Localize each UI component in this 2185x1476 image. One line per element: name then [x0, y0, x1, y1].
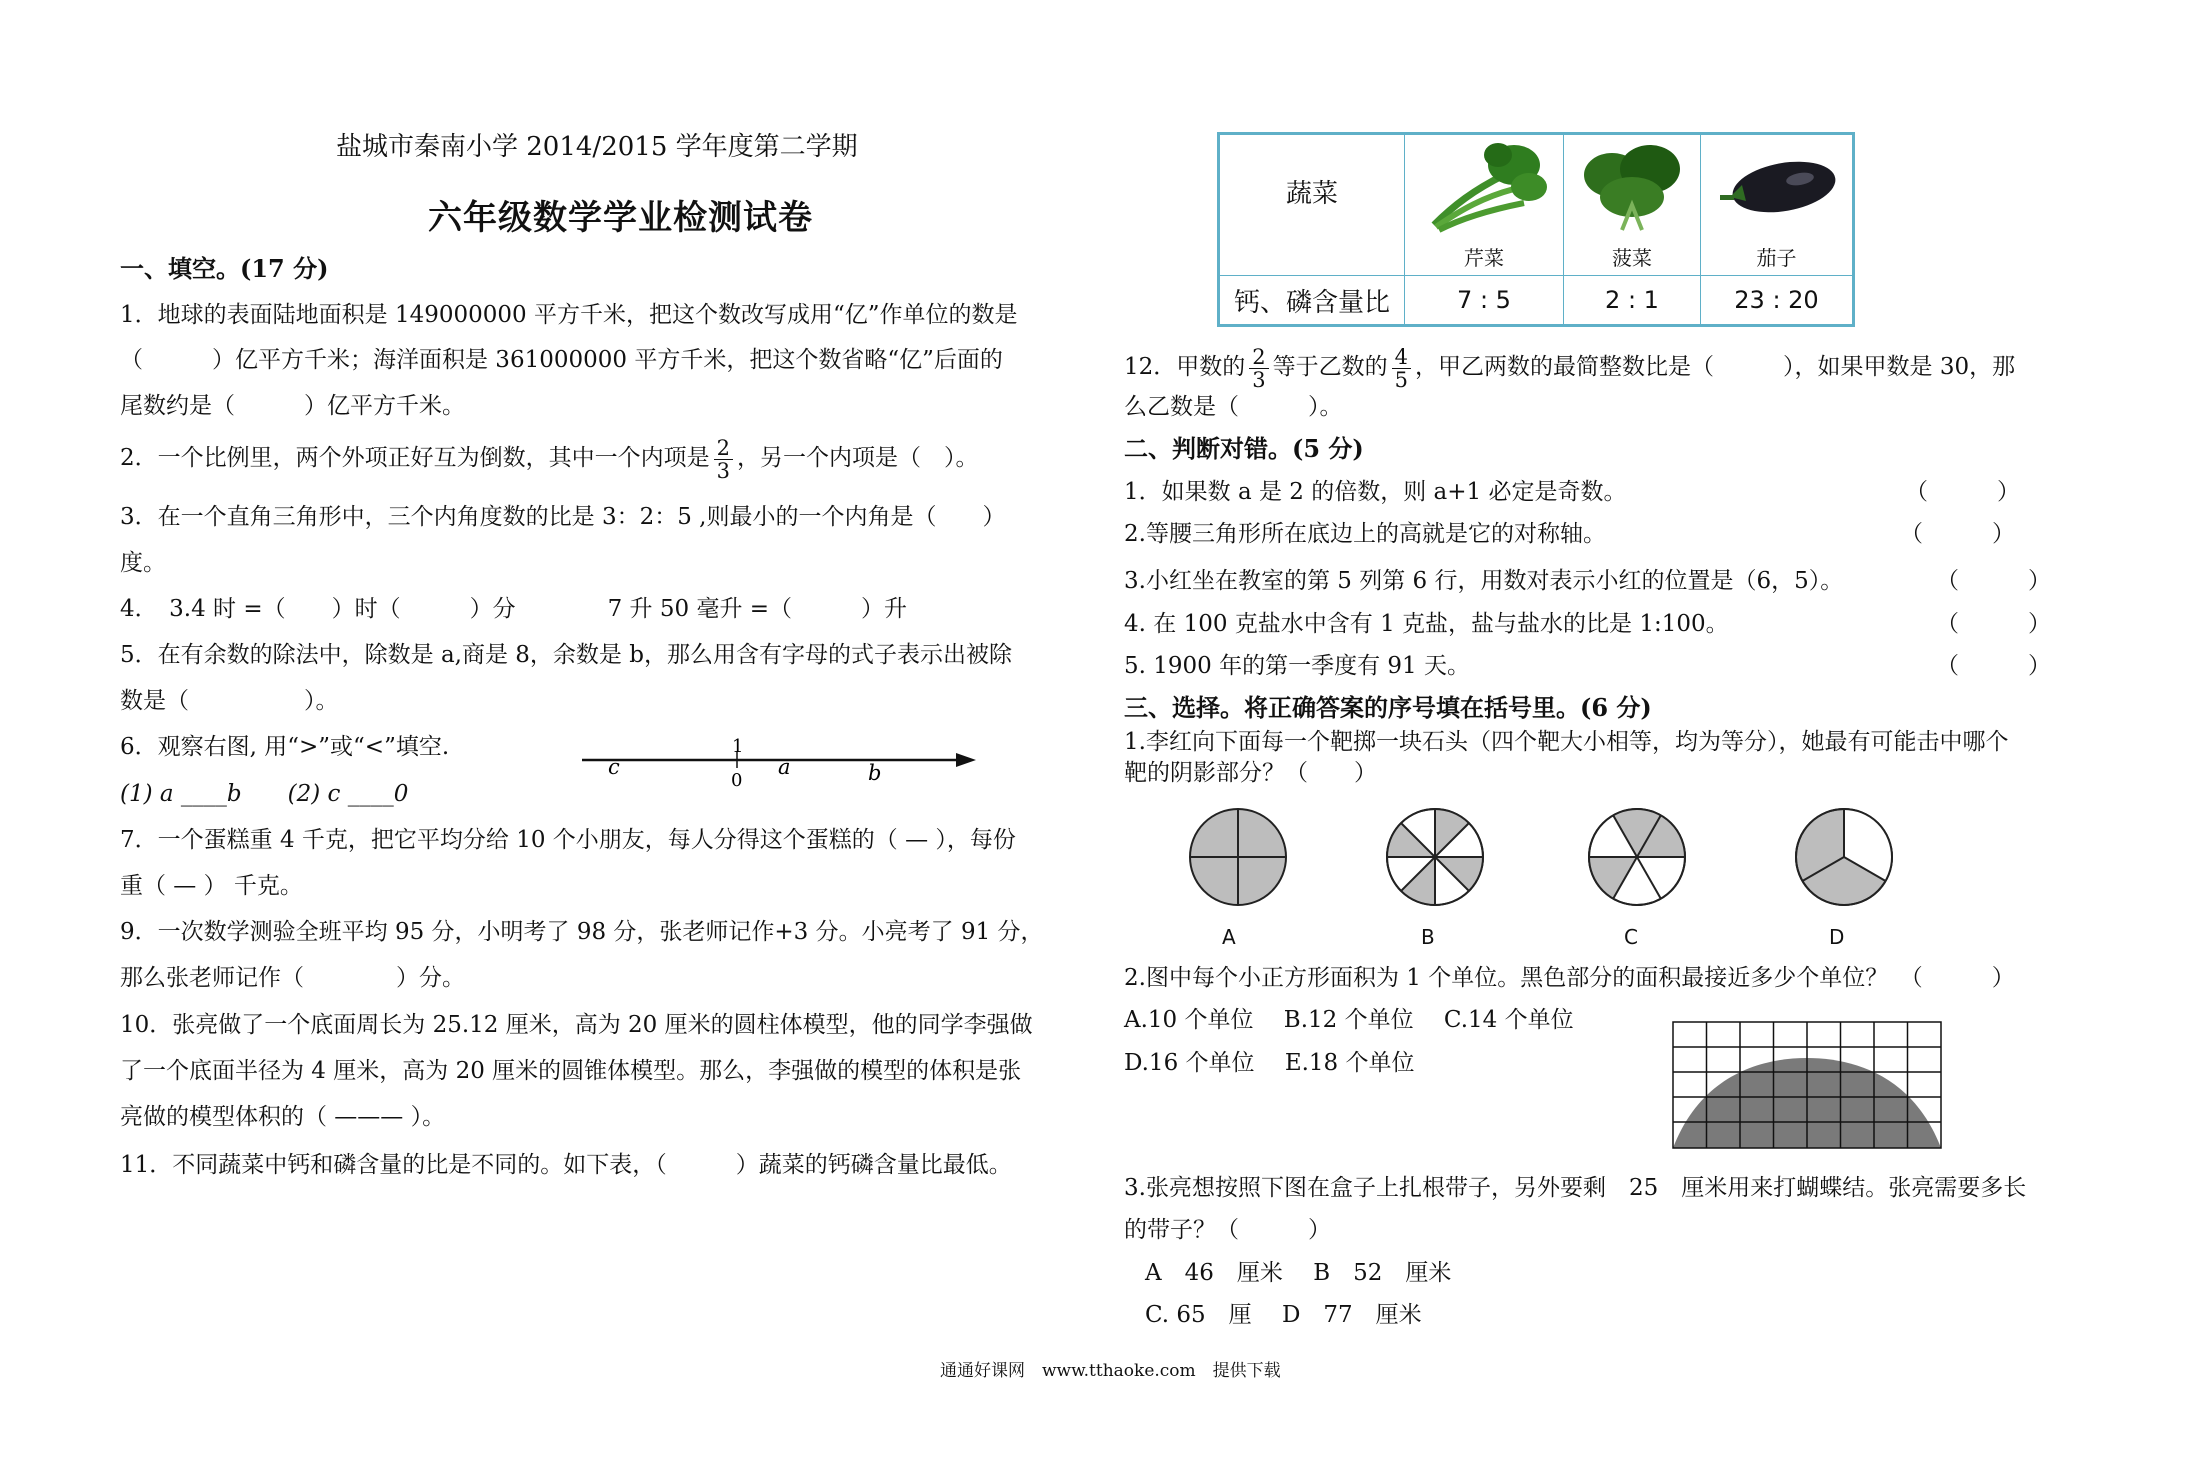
q2-text-a: 2．一个比例里，两个外项正好互为倒数，其中一个内项是 — [120, 445, 710, 471]
veg-ratio-celery: 7 : 5 — [1405, 276, 1564, 326]
exam-title: 六年级数学学业检测试卷 — [428, 198, 813, 238]
section-2-title: 二、判断对错。(5 分) — [1124, 434, 1364, 463]
judge-item-1: 1．如果数 a 是 2 的倍数，则 a+1 必定是奇数。 — [1124, 479, 1627, 505]
target-label-b: B — [1421, 925, 1435, 949]
q12-line1 — [1124, 340, 2015, 394]
q12-text-a: 12．甲数的 — [1124, 354, 1246, 380]
fraction-denominator: 5 — [1394, 367, 1409, 392]
spinach-icon — [1572, 135, 1692, 235]
numberline-label-b: b — [868, 761, 882, 785]
q12-fraction-1 — [1249, 346, 1268, 391]
veg-eggplant-cell — [1701, 134, 1854, 276]
q2-line — [120, 434, 979, 482]
fraction-numerator: 2 — [1249, 346, 1268, 369]
q12-text-b: 等于乙数的 — [1272, 354, 1388, 380]
q1-line3: 尾数约是（ ）亿平方千米。 — [120, 393, 465, 419]
q7-line2: 重（ — ） 千克。 — [120, 873, 303, 899]
numberline-label-zero: 0 — [731, 770, 743, 791]
target-c — [1585, 805, 1689, 909]
veg-ratio-spinach: 2 : 1 — [1564, 276, 1701, 326]
number-line — [580, 738, 980, 794]
school-line: 盐城市秦南小学 2014/2015 学年度第二学期 — [336, 132, 858, 162]
judge-paren-5[interactable]: （ ） — [1936, 653, 2051, 679]
veg-celery-cell — [1405, 134, 1564, 276]
choice-q3-line2: 的带子？（ ） — [1124, 1217, 1331, 1243]
q12-line2: 么乙数是（ ）。 — [1124, 394, 1343, 420]
target-label-c: C — [1624, 925, 1638, 949]
choice-q2-options-1: A.10 个单位 B.12 个单位 C.14 个单位 — [1124, 1007, 1574, 1033]
q2-fraction — [714, 437, 733, 482]
q6-line1: 6．观察右图, 用“>”或“<”填空. — [120, 734, 450, 760]
veg-name-spinach: 菠菜 — [1612, 246, 1652, 270]
choice-q2-line1: 2.图中每个小正方形面积为 1 个单位。黑色部分的面积最接近多少个单位？ （ ） — [1124, 965, 2015, 991]
choice-q1-line2: 靶的阴影部分？（ ） — [1124, 760, 1377, 786]
footer-credit: 通通好课网 www.tthaoke.com 提供下载 — [940, 1361, 1281, 1381]
judge-item-2: 2.等腰三角形所在底边上的高就是它的对称轴。 — [1124, 521, 1606, 547]
q12-text-c: ，甲乙两数的最简整数比是（ ），如果甲数是 30，那 — [1415, 354, 2016, 380]
judge-paren-1[interactable]: （ ） — [1905, 479, 2020, 505]
judge-paren-3[interactable]: （ ） — [1936, 568, 2051, 594]
choice-q3-options-1: A 46 厘米 B 52 厘米 — [1145, 1260, 1452, 1286]
target-label-a: A — [1222, 925, 1236, 949]
target-label-d: D — [1829, 925, 1845, 949]
judge-item-4: 4. 在 100 克盐水中含有 1 克盐，盐与盐水的比是 1:100。 — [1124, 611, 1729, 637]
q5-line1: 5．在有余数的除法中，除数是 a,商是 8，余数是 b，那么用含有字母的式子表示出被除 — [120, 642, 1012, 668]
veg-row1-label: 蔬菜 — [1219, 134, 1405, 276]
q4-line: 4． 3.4 时 =（ ）时（ ）分 7 升 50 毫升 =（ ）升 — [120, 596, 908, 622]
numberline-label-a: a — [778, 755, 791, 779]
judge-paren-2[interactable]: （ ） — [1900, 521, 2015, 547]
q1-line2: （ ）亿平方千米；海洋面积是 361000000 平方千米，把这个数省略“亿”后面的 — [120, 347, 1003, 373]
target-d — [1792, 805, 1896, 909]
choice-q3-options-2: C. 65 厘 D 77 厘米 — [1145, 1302, 1422, 1328]
grid-figure — [1671, 1020, 1943, 1150]
q11-line: 11．不同蔬菜中钙和磷含量的比是不同的。如下表，（ ）蔬菜的钙磷含量比最低。 — [120, 1152, 1012, 1178]
q10-line1: 10．张亮做了一个底面周长为 25.12 厘米，高为 20 厘米的圆柱体模型，他的同学李强做 — [120, 1012, 1033, 1038]
numberline-label-c: c — [608, 755, 620, 779]
q7-line1: 7．一个蛋糕重 4 千克，把它平均分给 10 个小朋友，每人分得这个蛋糕的（ — ），每份 — [120, 827, 1016, 853]
q9-line2: 那么张老师记作（ ）分。 — [120, 965, 465, 991]
numberline-label-one: 1 — [732, 738, 744, 757]
eggplant-icon — [1712, 135, 1842, 235]
judge-item-5: 5. 1900 年的第一季度有 91 天。 — [1124, 653, 1470, 679]
q3-line2: 度。 — [120, 550, 166, 576]
choice-q3-line1: 3.张亮想按照下图在盒子上扎根带子，另外要剩 25 厘米用来打蝴蝶结。张亮需要多长 — [1124, 1175, 2027, 1201]
veg-name-eggplant: 茄子 — [1756, 246, 1797, 270]
veg-name-celery: 芹菜 — [1464, 246, 1504, 270]
celery-icon — [1414, 135, 1554, 235]
q6-line2: (1) a ____b (2) c ____0 — [120, 781, 409, 807]
section-3-title: 三、选择。将正确答案的序号填在括号里。(6 分) — [1124, 693, 1652, 722]
q2-text-b: ，另一个内项是（ ）。 — [737, 445, 979, 471]
judge-paren-4[interactable]: （ ） — [1936, 611, 2051, 637]
target-a — [1186, 805, 1290, 909]
q3-line1: 3．在一个直角三角形中，三个内角度数的比是 3：2：5 ,则最小的一个内角是（ ） — [120, 504, 1006, 530]
q9-line1: 9．一次数学测验全班平均 95 分，小明考了 98 分，张老师记作+3 分。小亮考了 91 分， — [120, 919, 1044, 945]
judge-item-3: 3.小红坐在教室的第 5 列第 6 行，用数对表示小红的位置是（6，5）。 — [1124, 568, 1844, 594]
choice-q2-options-2: D.16 个单位 E.18 个单位 — [1124, 1050, 1415, 1076]
veg-spinach-cell — [1564, 134, 1701, 276]
fraction-numerator: 2 — [714, 437, 733, 460]
veg-row2-label: 钙、磷含量比 — [1219, 276, 1405, 326]
fraction-denominator: 3 — [1252, 367, 1266, 392]
fraction-numerator: 4 — [1392, 346, 1411, 369]
q12-fraction-2 — [1392, 346, 1411, 391]
target-b — [1383, 805, 1487, 909]
choice-q1-line1: 1.李红向下面每一个靶掷一块石头（四个靶大小相等，均为等分），她最有可能击中哪个 — [1124, 729, 2009, 755]
q1-line1: 1．地球的表面陆地面积是 149000000 平方千米，把这个数改写成用“亿”作单位的数是 — [120, 302, 1018, 328]
q10-line2: 了一个底面半径为 4 厘米，高为 20 厘米的圆锥体模型。那么，李强做的模型的体积是张 — [120, 1058, 1022, 1084]
veg-ratio-eggplant: 23 : 20 — [1701, 276, 1854, 326]
section-1-title: 一、填空。(17 分) — [120, 254, 329, 283]
q10-line3: 亮做的模型体积的（ ——— ）。 — [120, 1104, 446, 1130]
vegetable-table — [1217, 132, 1855, 327]
q5-line2: 数是（ ）。 — [120, 688, 339, 714]
fraction-denominator: 3 — [716, 458, 731, 483]
